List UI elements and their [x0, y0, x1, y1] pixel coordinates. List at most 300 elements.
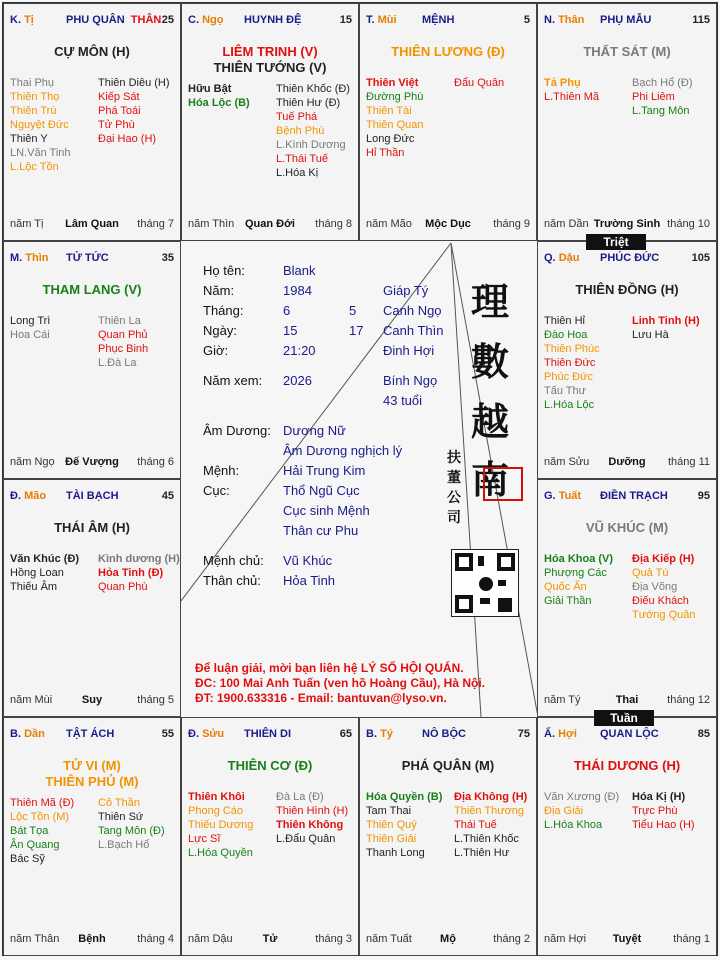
chi-branch: Mão — [24, 490, 47, 502]
minor-star: L.Hóa Khoa — [544, 819, 603, 831]
chi-branch: Sửu — [202, 728, 225, 740]
can-chi — [544, 14, 584, 26]
palace-footer — [544, 694, 710, 708]
minor-star: L.Thiên Hư — [454, 847, 510, 859]
seal-char-1: 理 — [471, 279, 510, 324]
minor-stars-left — [366, 76, 456, 160]
minor-star: Tướng Quân — [632, 609, 696, 621]
minor-star: Đẩu Quân — [454, 77, 505, 89]
minor-star: Thiên Hỉ — [544, 315, 585, 327]
month-label: tháng 1 — [673, 933, 710, 945]
minor-star: L.Thiên Mã — [544, 91, 600, 103]
minor-stars-left — [10, 314, 100, 342]
main-star: CỰ MÔN (H) — [54, 44, 130, 59]
palace-footer — [188, 218, 352, 232]
month-label: tháng 11 — [667, 456, 710, 468]
minor-star: Thiên Không — [276, 819, 344, 831]
palace-name: TỬ TỨC — [66, 252, 109, 264]
minor-star: Linh Tinh (H) — [632, 315, 700, 327]
month-label: tháng 10 — [667, 218, 710, 230]
minor-star: Phúc Đức — [544, 371, 593, 383]
red-stamp-icon — [483, 467, 523, 501]
value-cuc-2: Cục sinh Mệnh — [283, 503, 370, 518]
minor-star: Địa Kiếp (H) — [632, 553, 695, 565]
minor-star: Bệnh Phù — [276, 125, 325, 137]
life-stage: Dưỡng — [608, 456, 646, 468]
can-stem: Q. — [544, 252, 556, 264]
minor-star: L.Hóa Lộc — [544, 399, 595, 411]
minor-star: Tấu Thư — [544, 385, 587, 397]
minor-star: Quốc Ấn — [544, 581, 587, 593]
value-thang-am: 5 — [349, 303, 357, 318]
minor-star: Thiên Quan — [366, 119, 424, 131]
can-stem: K. — [10, 14, 21, 26]
minor-star: Thiên Khôi — [188, 791, 245, 803]
minor-star: Hóa Lộc (B) — [188, 97, 250, 109]
can-chi — [188, 728, 224, 740]
can-chi-gio: Đinh Hợi — [383, 343, 435, 358]
chi-branch: Tý — [380, 728, 393, 740]
minor-star: Hồng Loan — [10, 567, 64, 579]
minor-star: Địa Giải — [544, 805, 584, 817]
main-stars — [182, 44, 358, 76]
can-chi-ngay: Canh Thìn — [383, 323, 444, 338]
main-stars — [538, 520, 716, 536]
minor-star: Hỏa Tinh (Đ) — [98, 567, 164, 579]
palace-number: 45 — [161, 490, 174, 502]
palace-name: NÔ BỘC — [422, 728, 466, 740]
minor-star: Bát Tọa — [10, 825, 49, 837]
minor-star: Hóa Khoa (V) — [544, 553, 614, 565]
main-stars — [538, 758, 716, 774]
minor-star: Phượng Các — [544, 567, 607, 579]
palace-footer — [188, 933, 352, 947]
minor-stars-left — [10, 796, 100, 866]
chi-branch: Thân — [558, 14, 585, 26]
minor-star: Giải Thần — [544, 595, 592, 607]
year-label: năm Hợi — [544, 933, 587, 945]
minor-star: Điếu Khách — [632, 595, 689, 607]
minor-star: L.Đà La — [98, 357, 137, 369]
minor-star: Văn Xương (Đ) — [544, 791, 620, 803]
minor-star: Hóa Kị (H) — [632, 791, 686, 803]
palace-name: PHU QUÂN THÂN — [66, 14, 162, 26]
palace-footer — [544, 456, 710, 470]
chi-branch: Ngọ — [202, 14, 224, 26]
palace-name: TÀI BẠCH — [66, 490, 119, 502]
main-star: THAM LANG (V) — [42, 282, 142, 297]
palace-cell-dau[interactable] — [537, 241, 717, 479]
can-chi — [10, 490, 46, 502]
minor-star: L.Bạch Hổ — [98, 839, 150, 851]
minor-star: Hoa Cái — [10, 329, 50, 341]
minor-star: L.Kình Dương — [276, 139, 346, 151]
can-chi — [544, 490, 581, 502]
value-menh-chu: Vũ Khúc — [283, 553, 333, 568]
year-label: năm Tị — [10, 218, 44, 230]
palace-cell-thin[interactable] — [3, 241, 181, 479]
palace-header — [10, 252, 174, 266]
year-label: năm Sửu — [544, 456, 590, 468]
main-star: VŨ KHÚC (M) — [585, 520, 669, 535]
minor-star: Đường Phù — [366, 91, 424, 103]
minor-stars-left — [544, 314, 634, 412]
minor-star: Cô Thần — [98, 797, 140, 809]
life-stage: Tuyệt — [612, 933, 642, 945]
value-am-duong: Dương Nữ — [283, 423, 346, 438]
palace-footer — [10, 218, 174, 232]
month-label: tháng 2 — [493, 933, 530, 945]
year-label: năm Thân — [10, 933, 60, 945]
value-ho-ten: Blank — [283, 263, 316, 278]
label-ho-ten: Họ tên: — [203, 263, 245, 278]
year-label: năm Mùi — [10, 694, 53, 706]
palace-number: 25 — [161, 14, 174, 26]
minor-star: Thanh Long — [366, 847, 425, 859]
main-star: THIÊN LƯƠNG (Đ) — [391, 44, 505, 59]
value-am-duong-2: Âm Dương nghịch lý — [283, 443, 403, 458]
minor-star: Thiên Việt — [366, 77, 419, 89]
main-star: THIÊN ĐỒNG (H) — [575, 282, 679, 297]
palace-name: QUAN LỘC — [600, 728, 659, 740]
minor-star: Thiên La — [98, 315, 141, 327]
month-label: tháng 7 — [137, 218, 174, 230]
label-menh: Mệnh: — [203, 463, 240, 478]
seal-char-4: 南 — [471, 457, 510, 502]
palace-cell-ty[interactable] — [3, 3, 181, 241]
can-stem: Đ. — [188, 728, 199, 740]
minor-star: LN.Văn Tinh — [10, 147, 71, 159]
main-stars — [538, 44, 716, 60]
minor-stars-right — [98, 76, 188, 146]
minor-stars-right — [632, 76, 720, 118]
minor-star: Quả Tú — [632, 567, 669, 579]
chi-branch: Thìn — [25, 252, 49, 264]
life-stage: Mộ — [440, 933, 456, 945]
minor-star: Thiên Quý — [366, 819, 417, 831]
minor-star: Thiên Sứ — [98, 811, 144, 823]
minor-star: Lực Sĩ — [188, 833, 221, 845]
badge-tuan: Tuần — [594, 710, 654, 726]
can-chi-nam-xem: Bính Ngọ — [383, 373, 438, 388]
main-stars — [360, 44, 536, 60]
chi-branch: Hợi — [558, 728, 577, 740]
life-stage: Tử — [262, 933, 278, 945]
seal-small-3: 公 — [447, 490, 461, 506]
minor-star: Tam Thai — [366, 805, 412, 817]
year-label: năm Dậu — [188, 933, 233, 945]
minor-star: Phi Liêm — [632, 91, 675, 103]
year-label: năm Tuất — [366, 933, 412, 945]
month-label: tháng 8 — [315, 218, 352, 230]
palace-name: MỆNH — [422, 14, 455, 26]
palace-number: 95 — [697, 490, 710, 502]
main-stars — [182, 758, 358, 774]
palace-cell-than[interactable] — [537, 3, 717, 241]
palace-cell-ty2[interactable] — [359, 717, 537, 956]
palace-footer — [544, 218, 710, 232]
main-stars — [4, 520, 180, 536]
minor-star: L.Hóa Kị — [276, 167, 319, 179]
main-star: TỬ VI (M) — [63, 758, 121, 773]
minor-star: Thai Phụ — [10, 77, 55, 89]
month-label: tháng 5 — [137, 694, 174, 706]
minor-star: Thiên Phúc — [544, 343, 600, 355]
can-stem: T. — [366, 14, 375, 26]
value-than-chu: Hỏa Tinh — [283, 573, 336, 588]
value-cuc-3: Thân cư Phu — [283, 523, 359, 538]
minor-stars-left — [188, 790, 278, 860]
main-stars — [538, 282, 716, 298]
minor-star: Thiên Trù — [10, 105, 57, 117]
minor-stars-right — [276, 82, 366, 180]
than-marker: THÂN — [130, 14, 162, 26]
minor-star: Quan Phủ — [98, 329, 148, 341]
minor-stars-right — [632, 552, 720, 622]
minor-star: Lộc Tồn (M) — [10, 811, 70, 823]
main-star: THIÊN TƯỚNG (V) — [213, 60, 327, 75]
can-stem: C. — [188, 14, 199, 26]
year-label: năm Thìn — [188, 218, 235, 230]
minor-stars-right — [454, 790, 544, 860]
minor-star: Thiên Diêu (H) — [98, 77, 170, 89]
label-nam: Năm: — [203, 283, 235, 298]
minor-star: Đà La (Đ) — [276, 791, 324, 803]
label-nam-xem: Năm xem: — [203, 373, 263, 388]
palace-cell-mui[interactable] — [359, 3, 537, 241]
palace-name: HUYNH ĐỆ — [244, 14, 302, 26]
minor-star: Tang Môn (Đ) — [98, 825, 165, 837]
palace-cell-tuat[interactable] — [537, 479, 717, 717]
minor-star: Thiên Tài — [366, 105, 412, 117]
minor-stars-left — [10, 552, 100, 594]
palace-name: PHÚC ĐỨC — [600, 252, 660, 264]
minor-stars-left — [544, 552, 634, 608]
chi-branch: Dần — [24, 728, 45, 740]
palace-cell-ngo[interactable] — [181, 3, 359, 241]
can-chi — [366, 728, 393, 740]
seal-char-2: 數 — [471, 339, 510, 384]
minor-star: Hữu Bật — [188, 83, 232, 95]
main-star: LIÊM TRINH (V) — [222, 44, 318, 59]
minor-star: Thiên Thương — [454, 805, 525, 817]
seal-char-3: 越 — [471, 399, 510, 444]
palace-footer — [10, 694, 174, 708]
minor-star: Thiếu Âm — [10, 581, 58, 593]
year-label: năm Mão — [366, 218, 412, 230]
minor-star: Lưu Hà — [632, 329, 669, 341]
palace-name: THIÊN DI — [244, 728, 292, 740]
contact-line-2: ĐC: 100 Mai Anh Tuấn (ven hồ Hoàng Cầu), Hà Nội. — [195, 676, 486, 690]
palace-name: PHỤ MẪU — [600, 14, 652, 26]
minor-star: Thiên Giải — [366, 833, 417, 845]
chi-branch: Tuất — [558, 490, 582, 502]
life-stage: Thai — [615, 694, 639, 706]
palace-number: 35 — [161, 252, 174, 264]
minor-star: Thiên Khốc (Đ) — [276, 83, 350, 95]
can-chi — [10, 252, 49, 264]
year-label: năm Ngọ — [10, 456, 55, 468]
contact-line-1: Để luận giải, mời bạn liên hệ LÝ SỐ HỘI QUÁN. — [195, 661, 464, 675]
minor-star: Tử Phù — [98, 119, 135, 131]
palace-header — [10, 728, 174, 742]
value-ngay: 15 — [283, 323, 298, 338]
qr-code-icon[interactable] — [451, 549, 519, 617]
life-stage: Đế Vượng — [65, 456, 119, 468]
palace-number: 85 — [697, 728, 710, 740]
minor-stars-left — [10, 76, 100, 174]
minor-star: Ân Quang — [10, 839, 60, 851]
value-ngay-am: 17 — [349, 323, 364, 338]
can-chi — [544, 728, 577, 740]
seal-small-1: 扶 — [447, 450, 461, 466]
main-stars — [360, 758, 536, 774]
minor-star: Long Trì — [10, 315, 51, 327]
palace-header — [10, 490, 174, 504]
palace-header — [544, 490, 710, 504]
palace-footer — [10, 933, 174, 947]
palace-header — [544, 728, 710, 742]
palace-header — [366, 728, 530, 742]
life-stage: Mộc Dục — [425, 218, 471, 230]
minor-star: Tiểu Hao (H) — [632, 819, 695, 831]
palace-header — [544, 252, 710, 266]
minor-star: Quan Phù — [98, 581, 148, 593]
minor-star: L.Tang Môn — [632, 105, 690, 117]
can-chi-nam: Giáp Tý — [383, 283, 429, 298]
palace-header — [10, 14, 174, 28]
seal-small-2: 董 — [447, 470, 461, 486]
minor-stars-right — [98, 552, 188, 594]
can-chi — [544, 252, 579, 264]
minor-stars-right — [98, 314, 188, 370]
month-label: tháng 6 — [137, 456, 174, 468]
contact-block — [195, 661, 485, 706]
label-cuc: Cục: — [203, 483, 230, 498]
minor-star: Hóa Quyền (B) — [366, 791, 443, 803]
minor-stars-right — [98, 796, 188, 852]
minor-star: L.Đẩu Quân — [276, 833, 336, 845]
value-thang: 6 — [283, 303, 291, 318]
minor-star: Thiên Thọ — [10, 91, 60, 103]
minor-star: Thiên Mã (Đ) — [10, 797, 75, 809]
can-stem: G. — [544, 490, 556, 502]
chi-branch: Dậu — [558, 252, 580, 264]
can-stem: B. — [10, 728, 21, 740]
life-stage: Quan Đới — [245, 218, 295, 230]
month-label: tháng 3 — [315, 933, 352, 945]
value-nam-xem: 2026 — [283, 373, 312, 388]
minor-star: Nguyệt Đức — [10, 119, 69, 131]
palace-number: 15 — [339, 14, 352, 26]
can-stem: Đ. — [10, 490, 21, 502]
contact-line-3[interactable]: ĐT: 1900.633316 - Email: bantuvan@lyso.vn. — [195, 691, 447, 705]
palace-number: 105 — [691, 252, 710, 264]
life-stage: Suy — [81, 694, 103, 706]
can-chi — [366, 14, 397, 26]
palace-name: ĐIỀN TRẠCH — [600, 490, 668, 502]
palace-number: 75 — [517, 728, 530, 740]
can-chi — [10, 728, 45, 740]
palace-footer — [366, 218, 530, 232]
minor-stars-right — [632, 314, 720, 342]
minor-star: Thiếu Dương — [188, 819, 254, 831]
minor-star: Thiên Hình (H) — [276, 805, 349, 817]
palace-header — [188, 14, 352, 28]
value-nam: 1984 — [283, 283, 312, 298]
main-stars — [4, 282, 180, 298]
palace-cell-hoi[interactable] — [537, 717, 717, 956]
minor-star: Phục Binh — [98, 343, 149, 355]
palace-header — [188, 728, 352, 742]
minor-star: Tả Phụ — [544, 77, 581, 89]
minor-star: Đại Hao (H) — [98, 133, 157, 145]
minor-star: Thái Tuế — [454, 819, 497, 831]
minor-star: Thiên Hư (Đ) — [276, 97, 341, 109]
minor-star: Thiên Y — [10, 133, 48, 145]
can-chi — [188, 14, 223, 26]
minor-star: Địa Không (H) — [454, 791, 528, 803]
palace-cell-suu[interactable] — [181, 717, 359, 956]
year-label: năm Tý — [544, 694, 581, 706]
value-menh: Hải Trung Kim — [283, 463, 366, 478]
palace-cell-mao[interactable] — [3, 479, 181, 717]
palace-number: 5 — [523, 14, 530, 26]
chi-branch: Mùi — [377, 14, 397, 26]
minor-star: L.Lộc Tồn — [10, 161, 59, 173]
minor-stars-left — [366, 790, 456, 860]
life-stage: Trường Sinh — [593, 218, 661, 230]
month-label: tháng 9 — [493, 218, 530, 230]
month-label: tháng 12 — [667, 694, 710, 706]
main-stars — [4, 758, 180, 790]
palace-number: 55 — [161, 728, 174, 740]
palace-footer — [366, 933, 530, 947]
minor-star: Đào Hoa — [544, 329, 588, 341]
palace-header — [366, 14, 530, 28]
minor-star: Trực Phù — [632, 805, 678, 817]
minor-star: L.Thiên Khốc — [454, 833, 519, 845]
main-star: THÁI DƯƠNG (H) — [573, 758, 681, 773]
center-info-panel — [181, 241, 538, 717]
chi-branch: Tị — [24, 14, 34, 26]
main-star: THẤT SÁT (M) — [583, 44, 671, 59]
minor-star: Hỉ Thần — [366, 147, 405, 159]
minor-star: Bác Sỹ — [10, 853, 45, 865]
main-star: THIÊN PHỦ (M) — [45, 774, 139, 789]
minor-star: Phá Toái — [98, 105, 141, 117]
minor-stars-left — [544, 76, 634, 104]
minor-stars-right — [276, 790, 366, 846]
value-cuc: Thổ Ngũ Cục — [283, 483, 360, 498]
minor-star: L.Hóa Quyền — [188, 847, 253, 859]
minor-stars-left — [188, 82, 278, 110]
main-star: THÁI ÂM (H) — [54, 520, 130, 535]
minor-star: Kiếp Sát — [98, 91, 140, 103]
main-stars — [4, 44, 180, 60]
palace-name: TẬT ÁCH — [66, 728, 115, 740]
minor-stars-right — [454, 76, 544, 90]
main-star: THIÊN CƠ (Đ) — [227, 758, 313, 773]
can-stem: M. — [10, 252, 23, 264]
palace-cell-dan[interactable] — [3, 717, 181, 956]
badge-triet: Triệt — [586, 234, 646, 250]
palace-footer — [544, 933, 710, 947]
minor-star: Thiên Đức — [544, 357, 596, 369]
label-ngay: Ngày: — [203, 323, 237, 338]
minor-star: Long Đức — [366, 133, 415, 145]
age: 43 tuổi — [383, 393, 423, 408]
